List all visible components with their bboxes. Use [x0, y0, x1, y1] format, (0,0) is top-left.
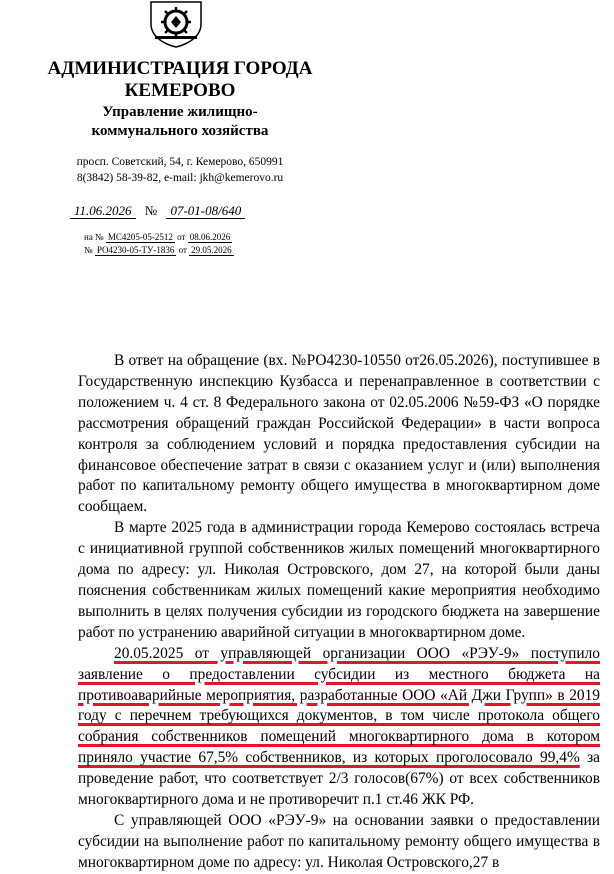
- registration-date: 11.06.2026: [70, 203, 136, 219]
- reference-prefix: №: [84, 245, 93, 255]
- registration-line: [70, 203, 245, 219]
- reference-line-2: [84, 245, 234, 255]
- department-line1: Управление жилищно-: [102, 104, 258, 120]
- registration-number: 07-01-08/640: [166, 203, 245, 219]
- address-contact-line: 8(3842) 58-39-82, e-mail: jkh@kemerovo.ru: [76, 172, 284, 184]
- paragraph-1: В ответ на обращение (вх. №РО4230-10550 от26.05.2026), поступившее в Государственную инспекцию Кузбасса и перенаправленное в соответствии с положением ч. 4 ст. 8 Федерального закона от 02.05.2006 №59-ФЗ «О порядке рассмотрения обращений граждан Российской Федерации» в части вопроса контроля за соблюдением условий и порядка предоставления субсидии на финансовое обеспечение затрат в связи с оказанием услуг и (или) выполнения работ по капитальному ремонту общего имущества в многоквартирном доме сообщаем.: [78, 352, 600, 516]
- reference-prefix: на №: [84, 232, 104, 242]
- highlighted-text: 20.05.2025 от управляющей организации ООО «РЭУ-9» поступило заявление о предоставлении субсидии из местного бюджета на противоаварийные мероприятия, разработанные ООО «Ай Джи Групп» в 2019 году с перечнем требующихся документов, в том числе протокола общего собрания собственников помещений многоквартирного дома в котором приняло участие 67,5% собственников, из которых проголосовало 99,4%: [78, 644, 600, 767]
- reference-date: 29.05.2026: [191, 245, 232, 255]
- registration-number-label: №: [144, 203, 158, 218]
- paragraph-2: В марте 2025 года в администрации города Кемерово состоялась встреча с инициативной группой собственников жилых помещений многоквартирного дома по адресу: ул. Николая Островского, дом 27, на которой были даны пояснения собственникам жилых помещений какие мероприятия необходимо выполнить в целях получения субсидии из городского бюджета на завершение работ по устранению аварийной ситуации в многоквартирном доме.: [78, 519, 600, 641]
- address-line1: просп. Советский, 54, г. Кемерово, 650991: [76, 156, 284, 168]
- reference-number: МС4205-05-2512: [107, 232, 173, 242]
- reference-from: от: [178, 245, 187, 255]
- reference-from: от: [177, 232, 186, 242]
- paragraph-4: С управляющей ООО «РЭУ-9» на основании заявки о предоставлении субсидии на выполнение работ по капитальному ремонту общего имущества в многоквартирном доме по адресу: ул. Николая Островского,27 в: [78, 811, 600, 871]
- reference-number: РО4230-05-ТУ-1836: [96, 245, 175, 255]
- paragraph-3-rest: за проведение работ, что соответствует 2/3 голосов(67%) от всех собственников многоквартирного дома и не противоречит п.1 ст.46 ЖК РФ.: [78, 749, 600, 809]
- reference-date: 08.06.2026: [189, 232, 231, 242]
- org-name-line2: КЕМЕРОВО: [124, 80, 236, 101]
- coat-of-arms-icon: [145, 0, 207, 48]
- department-line2: коммунального хозяйства: [91, 123, 269, 139]
- org-name-line1: АДМИНИСТРАЦИЯ ГОРОДА: [47, 58, 313, 79]
- paragraph-3: [78, 644, 600, 811]
- reference-line-1: [84, 232, 232, 242]
- letter-body: [78, 351, 600, 874]
